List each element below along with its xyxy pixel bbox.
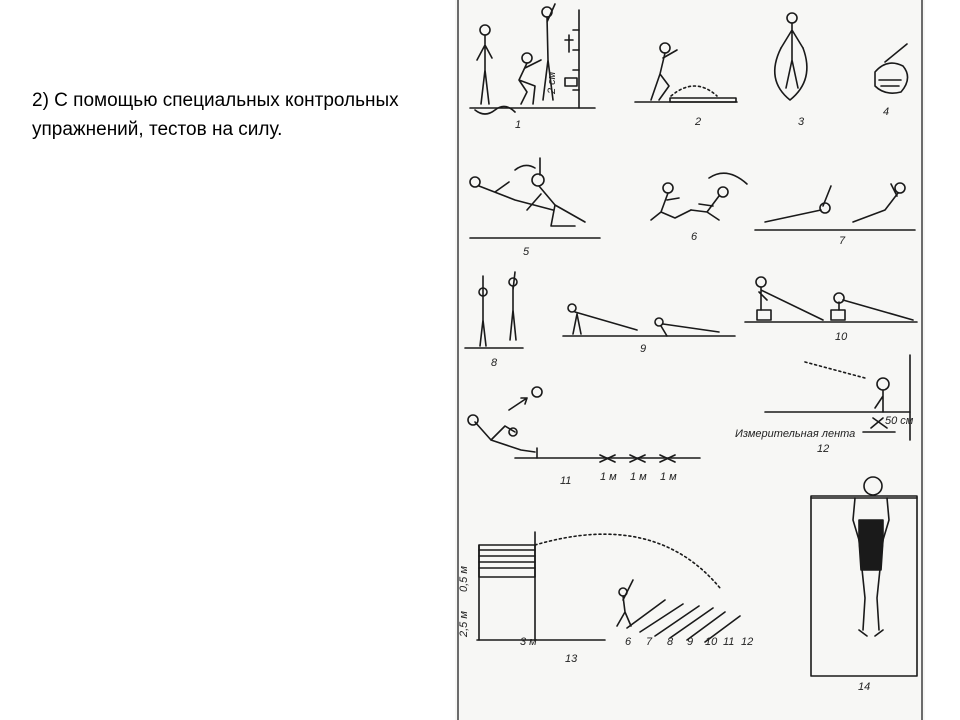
figure-7-back-raise bbox=[755, 183, 915, 230]
figure-9-push-ups bbox=[563, 304, 735, 336]
figure-14-pull-up bbox=[811, 477, 917, 676]
figure-number-12: 12 bbox=[817, 443, 830, 455]
figure-13-zone-11: 11 bbox=[723, 636, 735, 648]
figure-number-1: 1 bbox=[515, 119, 522, 131]
slide-text: 2) С помощью специальных контрольных упражнений, тестов на силу. bbox=[32, 90, 399, 140]
figure-13-zone-6: 6 bbox=[625, 636, 632, 648]
figure-13-height-bottom: 2,5 м bbox=[458, 611, 470, 637]
figure-number-6: 6 bbox=[691, 231, 698, 243]
figure-number-4: 4 bbox=[883, 106, 890, 118]
figure-8-standing bbox=[465, 272, 523, 348]
figure-number-5: 5 bbox=[523, 246, 530, 258]
figure-number-2: 2 bbox=[695, 116, 702, 128]
figure-13-zone-12: 12 bbox=[741, 636, 754, 648]
figure-13-distance: 3 м bbox=[520, 636, 537, 648]
exercise-illustration-plate bbox=[455, 0, 925, 720]
figure-number-7: 7 bbox=[839, 235, 846, 247]
figure-4-grip-test bbox=[875, 44, 908, 93]
figure-number-11: 11 bbox=[560, 475, 572, 487]
figure-11-distance-1: 1 м bbox=[600, 471, 617, 483]
figure-11-distance-2: 1 м bbox=[630, 471, 647, 483]
figure-12-distance: 50 см bbox=[885, 415, 914, 427]
figure-number-14: 14 bbox=[858, 681, 871, 693]
figure-13-zone-10: 10 bbox=[705, 636, 718, 648]
figure-1-mark: 2 см bbox=[546, 71, 558, 94]
figure-5-back-extension bbox=[470, 158, 600, 238]
figure-13-zone-8: 8 bbox=[667, 636, 674, 648]
figure-10-bench-push-ups bbox=[745, 277, 917, 322]
figure-number-13: 13 bbox=[565, 653, 578, 665]
figure-6-sit-ups bbox=[651, 173, 747, 220]
figure-13-zone-7: 7 bbox=[646, 636, 653, 648]
figure-number-3: 3 bbox=[798, 116, 805, 128]
figure-3-rope-skipping bbox=[775, 13, 807, 100]
figure-11-ball-throw bbox=[468, 387, 700, 462]
figure-number-10: 10 bbox=[835, 331, 848, 343]
figure-number-8: 8 bbox=[491, 357, 498, 369]
figure-1-vertical-jump bbox=[470, 4, 595, 114]
figure-12-tape: Измерительная лента bbox=[735, 428, 856, 440]
figure-2-standing-long-jump bbox=[635, 43, 737, 102]
figure-13-height-top: 0,5 м bbox=[458, 566, 470, 592]
figure-11-distance-3: 1 м bbox=[660, 471, 677, 483]
figure-13-zone-9: 9 bbox=[687, 636, 694, 648]
figure-13-target-throw bbox=[477, 532, 740, 642]
figure-number-9: 9 bbox=[640, 343, 647, 355]
